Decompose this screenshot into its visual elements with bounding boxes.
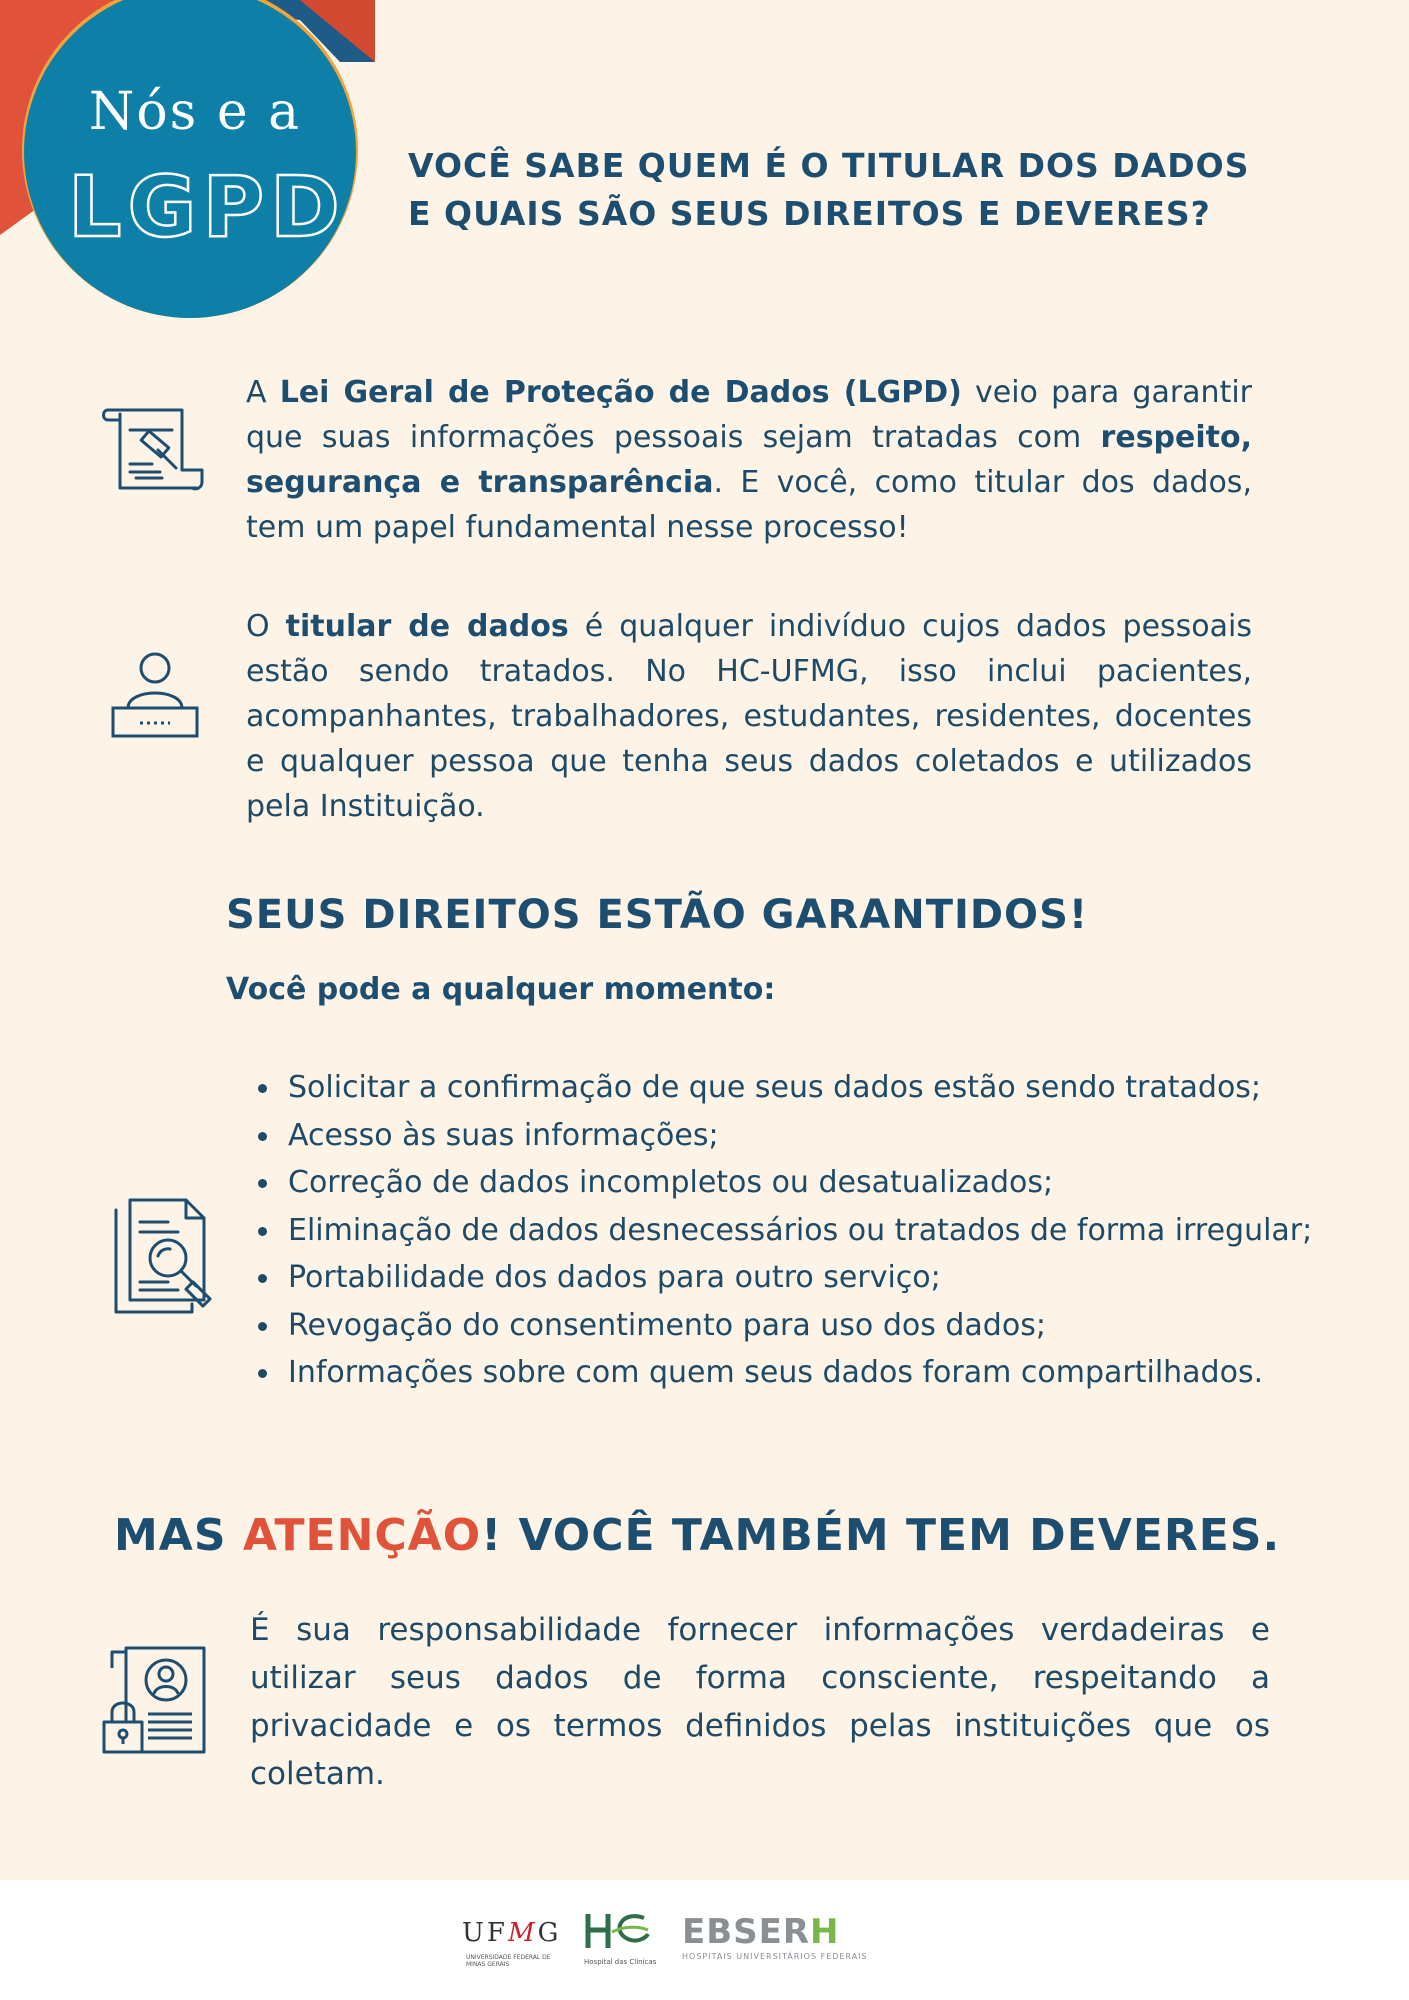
- profile-padlock-icon: [100, 1644, 212, 1756]
- person-at-desk-icon: [110, 650, 200, 740]
- list-item: • Informações sobre com quem seus dados foram compartilhados.: [282, 1349, 1382, 1397]
- intro-text-1: A: [246, 375, 280, 410]
- titular-text-2: é qualquer indivíduo cujos dados pessoais estão sendo tratados. No HC-UFMG, isso inclui pacientes, acompanhantes, trabalhadores, estudantes, residentes, docentes e qualquer pessoa que tenha seus dados coletados e utilizados pela Instituição.: [246, 609, 1252, 824]
- duties-paragraph: É sua responsabilidade fornecer informações verdadeiras e utilizar seus dados de forma consciente, respeitando a privacidade e os termos definidos pelas instituições que os coletam.: [250, 1612, 1270, 1792]
- duties-title-accent: ATENÇÃO: [242, 1510, 482, 1561]
- titular-bold: titular de dados: [285, 609, 569, 644]
- hc-logo-icon: [582, 1908, 652, 1958]
- list-item: • Correção de dados incompletos ou desatualizados;: [282, 1159, 1382, 1207]
- ufmg-logo: [462, 1918, 561, 1948]
- page-headline: [408, 142, 1308, 238]
- ebserh-logo-subtitle: HOSPITAIS UNIVERSITÁRIOS FEDERAIS: [682, 1952, 868, 1961]
- duties-title-part-1: MAS: [114, 1510, 243, 1561]
- ufmg-logo-m: M: [507, 1918, 538, 1948]
- list-item: • Solicitar a confirmação de que seus dados estão sendo tratados;: [282, 1064, 1382, 1112]
- law-document-gavel-icon: [100, 404, 208, 498]
- ebserh-logo-h: H: [810, 1912, 840, 1952]
- intro-text-2: veio para garantir que suas informações pessoais sejam tratadas com: [246, 375, 1252, 455]
- intro-values-bold: respeito, segurança e transparência: [246, 420, 1252, 500]
- ebserh-logo: [682, 1912, 840, 1952]
- ufmg-logo-text-2: G: [537, 1918, 562, 1948]
- intro-lgpd-bold: Lei Geral de Proteção de Dados (LGPD): [279, 375, 962, 410]
- hc-logo-subtitle: Hospital das Clínicas: [584, 1958, 657, 1966]
- list-item: • Revogação do consentimento para uso dos dados;: [282, 1302, 1382, 1350]
- ebserh-logo-text: EBSER: [682, 1912, 811, 1952]
- rights-subtitle: Você pode a qualquer momento:: [226, 972, 776, 1007]
- headline-line-2: E QUAIS SÃO SEUS DIREITOS E DEVERES?: [408, 194, 1211, 233]
- list-item: • Acesso às suas informações;: [282, 1112, 1382, 1160]
- headline-line-1: VOCÊ SABE QUEM É O TITULAR DOS DADOS: [408, 146, 1250, 185]
- ufmg-logo-text-1: UF: [462, 1918, 508, 1948]
- duties-title: [114, 1510, 1280, 1561]
- rights-title: SEUS DIREITOS ESTÃO GARANTIDOS!: [226, 892, 1089, 938]
- rights-list: [240, 1064, 1382, 1397]
- titular-paragraph: [246, 604, 1252, 829]
- intro-paragraph: [246, 370, 1252, 550]
- badge-acronym: LGPD: [68, 158, 346, 256]
- duties-title-part-2: ! VOCÊ TAMBÉM TEM DEVERES.: [481, 1510, 1281, 1561]
- titular-text-1: O: [246, 609, 286, 644]
- list-item: • Eliminação de dados desnecessários ou tratados de forma irregular;: [282, 1207, 1382, 1255]
- list-item: • Portabilidade dos dados para outro serviço;: [282, 1254, 1382, 1302]
- document-magnifier-icon: [108, 1196, 228, 1316]
- ufmg-logo-subtitle: UNIVERSIDADE FEDERAL DE MINAS GERAIS: [466, 1954, 551, 1968]
- intro-text-3: . E você, como titular dos dados, tem um papel fundamental nesse processo!: [246, 465, 1252, 545]
- badge-title: Nós e a: [88, 82, 302, 142]
